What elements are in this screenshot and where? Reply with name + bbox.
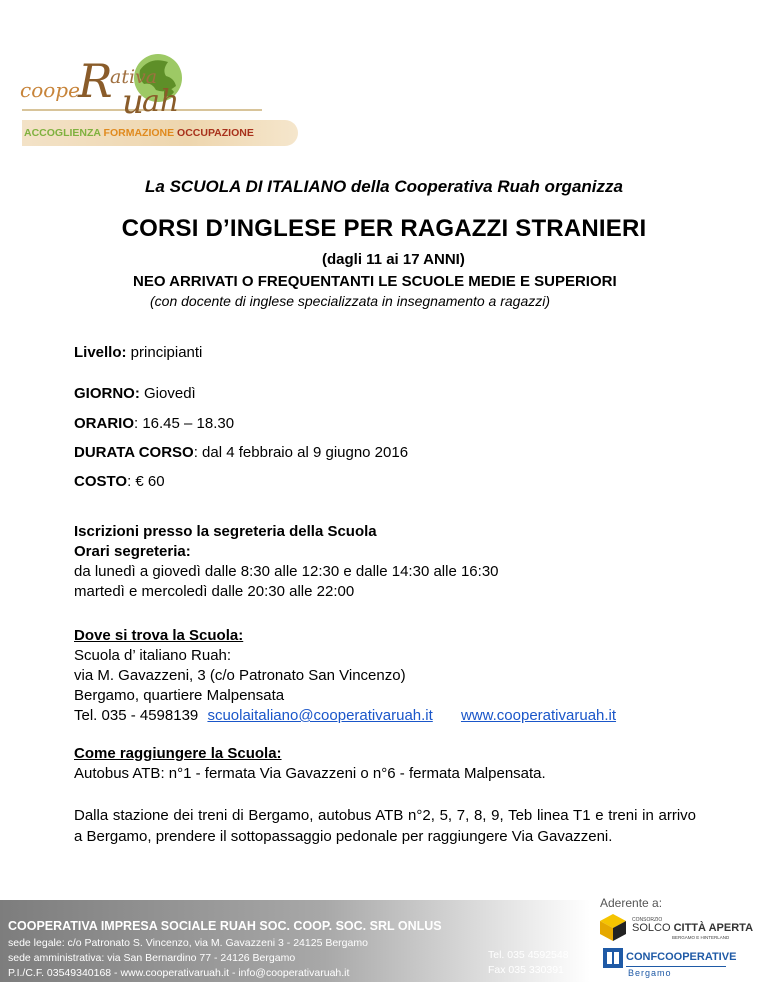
duration-label: DURATA CORSO (74, 444, 194, 461)
tagline-occupazione: OCCUPAZIONE (177, 127, 254, 139)
target-students: NEO ARRIVATI O FREQUENTANTI LE SCUOLE MEDIE E SUPERIORI (133, 273, 617, 290)
school-phone: Tel. 035 - 4598139 (74, 707, 199, 724)
time-label: ORARIO (74, 415, 134, 432)
confcooperative-icon (603, 948, 623, 968)
time-value: : 16.45 – 18.30 (134, 415, 235, 432)
train-directions: Dalla stazione dei treni di Bergamo, autobus ATB n°2, 5, 7, 8, 9, Teb linea T1 e treni in arrivo a Bergamo, prendere il sottopassaggio pedonale per raggiungere Via Gavazzeni. (74, 807, 696, 845)
cost-label: COSTO (74, 473, 128, 490)
bus-directions: Autobus ATB: n°1 - fermata Via Gavazzeni o n°6 - fermata Malpensata. (74, 765, 546, 782)
day-value: Giovedì (139, 385, 196, 402)
solco-word: SOLCO (632, 922, 671, 934)
duration-value: : dal 4 febbraio al 9 giugno 2016 (193, 444, 409, 461)
page-title: CORSI D’INGLESE PER RAGAZZI STRANIERI (121, 215, 647, 242)
footer-fax: Fax 035 330391 (488, 964, 564, 976)
footer-legal-address: sede legale: c/o Patronato S. Vincenzo, via M. Gavazzeni 3 - 24125 Bergamo (8, 937, 368, 949)
solco-small-label: CONSORZIO (632, 917, 663, 923)
citta-aperta-word: CITTÀ APERTA (673, 922, 754, 934)
enrollment-heading: Iscrizioni presso la segreteria della Scuola (74, 523, 377, 540)
logo-tagline (24, 127, 254, 139)
footer-tax-info: P.I./C.F. 03549340168 - www.cooperativaruah.it - info@cooperativaruah.it (8, 967, 350, 979)
logo-prefix: coope (20, 78, 80, 102)
contact-line (74, 706, 714, 726)
office-hours-evenings: martedì e mercoledì dalle 20:30 alle 22:00 (74, 583, 355, 600)
level-line (74, 343, 202, 363)
member-label: Aderente a: (600, 896, 663, 910)
school-address: via M. Gavazzeni, 3 (c/o Patronato San Vincenzo) (74, 667, 406, 684)
day-line (74, 384, 196, 404)
level-value: principianti (126, 344, 203, 361)
confcooperative-rule (626, 966, 726, 967)
solco-subtitle: BERGAMO E HINTERLAND (672, 935, 730, 940)
solco-name (632, 922, 753, 934)
cooperativa-ruah-logo (18, 52, 300, 152)
age-range: (dagli 11 ai 17 ANNI) (322, 251, 465, 268)
teacher-note: (con docente di inglese specializzata in insegnamento a ragazzi) (150, 293, 551, 309)
footer-company: COOPERATIVA IMPRESA SOCIALE RUAH SOC. COOP. SOC. SRL ONLUS (8, 919, 442, 933)
logo-letter-u: u (122, 82, 144, 122)
school-district: Bergamo, quartiere Malpensata (74, 687, 285, 704)
solco-cube-icon (598, 912, 628, 942)
cost-value: : € 60 (127, 473, 165, 490)
logo-ah: ah (142, 84, 180, 119)
location-heading: Dove si trova la Scuola: (74, 627, 244, 644)
confcooperative-label: CONFCOOPERATIVE (626, 951, 737, 963)
confcooperative-city: Bergamo (628, 968, 672, 978)
school-name: Scuola d’ italiano Ruah: (74, 647, 232, 664)
intro-line: La SCUOLA DI ITALIANO della Cooperativa Ruah organizza (145, 177, 623, 196)
duration-line (74, 443, 408, 463)
footer-phone: Tel. 035 4592548 (488, 949, 569, 961)
email-link[interactable]: scuolaitaliano@cooperativaruah.it (207, 707, 433, 724)
directions-heading: Come raggiungere la Scuola: (74, 745, 282, 762)
location-section (74, 626, 714, 726)
footer-admin-address: sede amministrativa: via San Bernardino 77 - 24126 Bergamo (8, 952, 296, 964)
enrollment-section (74, 522, 499, 602)
directions-section (74, 744, 546, 784)
office-hours-weekdays: da lunedì a giovedì dalle 8:30 alle 12:30 e dalle 14:30 alle 16:30 (74, 563, 499, 580)
tagline-formazione: FORMAZIONE (103, 127, 175, 139)
logo-ativa: ativa (110, 66, 158, 88)
level-label: Livello: (74, 344, 127, 361)
logo-letter-r: R (78, 54, 113, 108)
tagline-accoglienza: ACCOGLIENZA (24, 127, 101, 139)
day-label: GIORNO: (74, 385, 140, 402)
website-link[interactable]: www.cooperativaruah.it (460, 707, 617, 724)
cost-line (74, 472, 165, 492)
office-hours-heading: Orari segreteria: (74, 543, 191, 560)
time-line (74, 414, 234, 434)
